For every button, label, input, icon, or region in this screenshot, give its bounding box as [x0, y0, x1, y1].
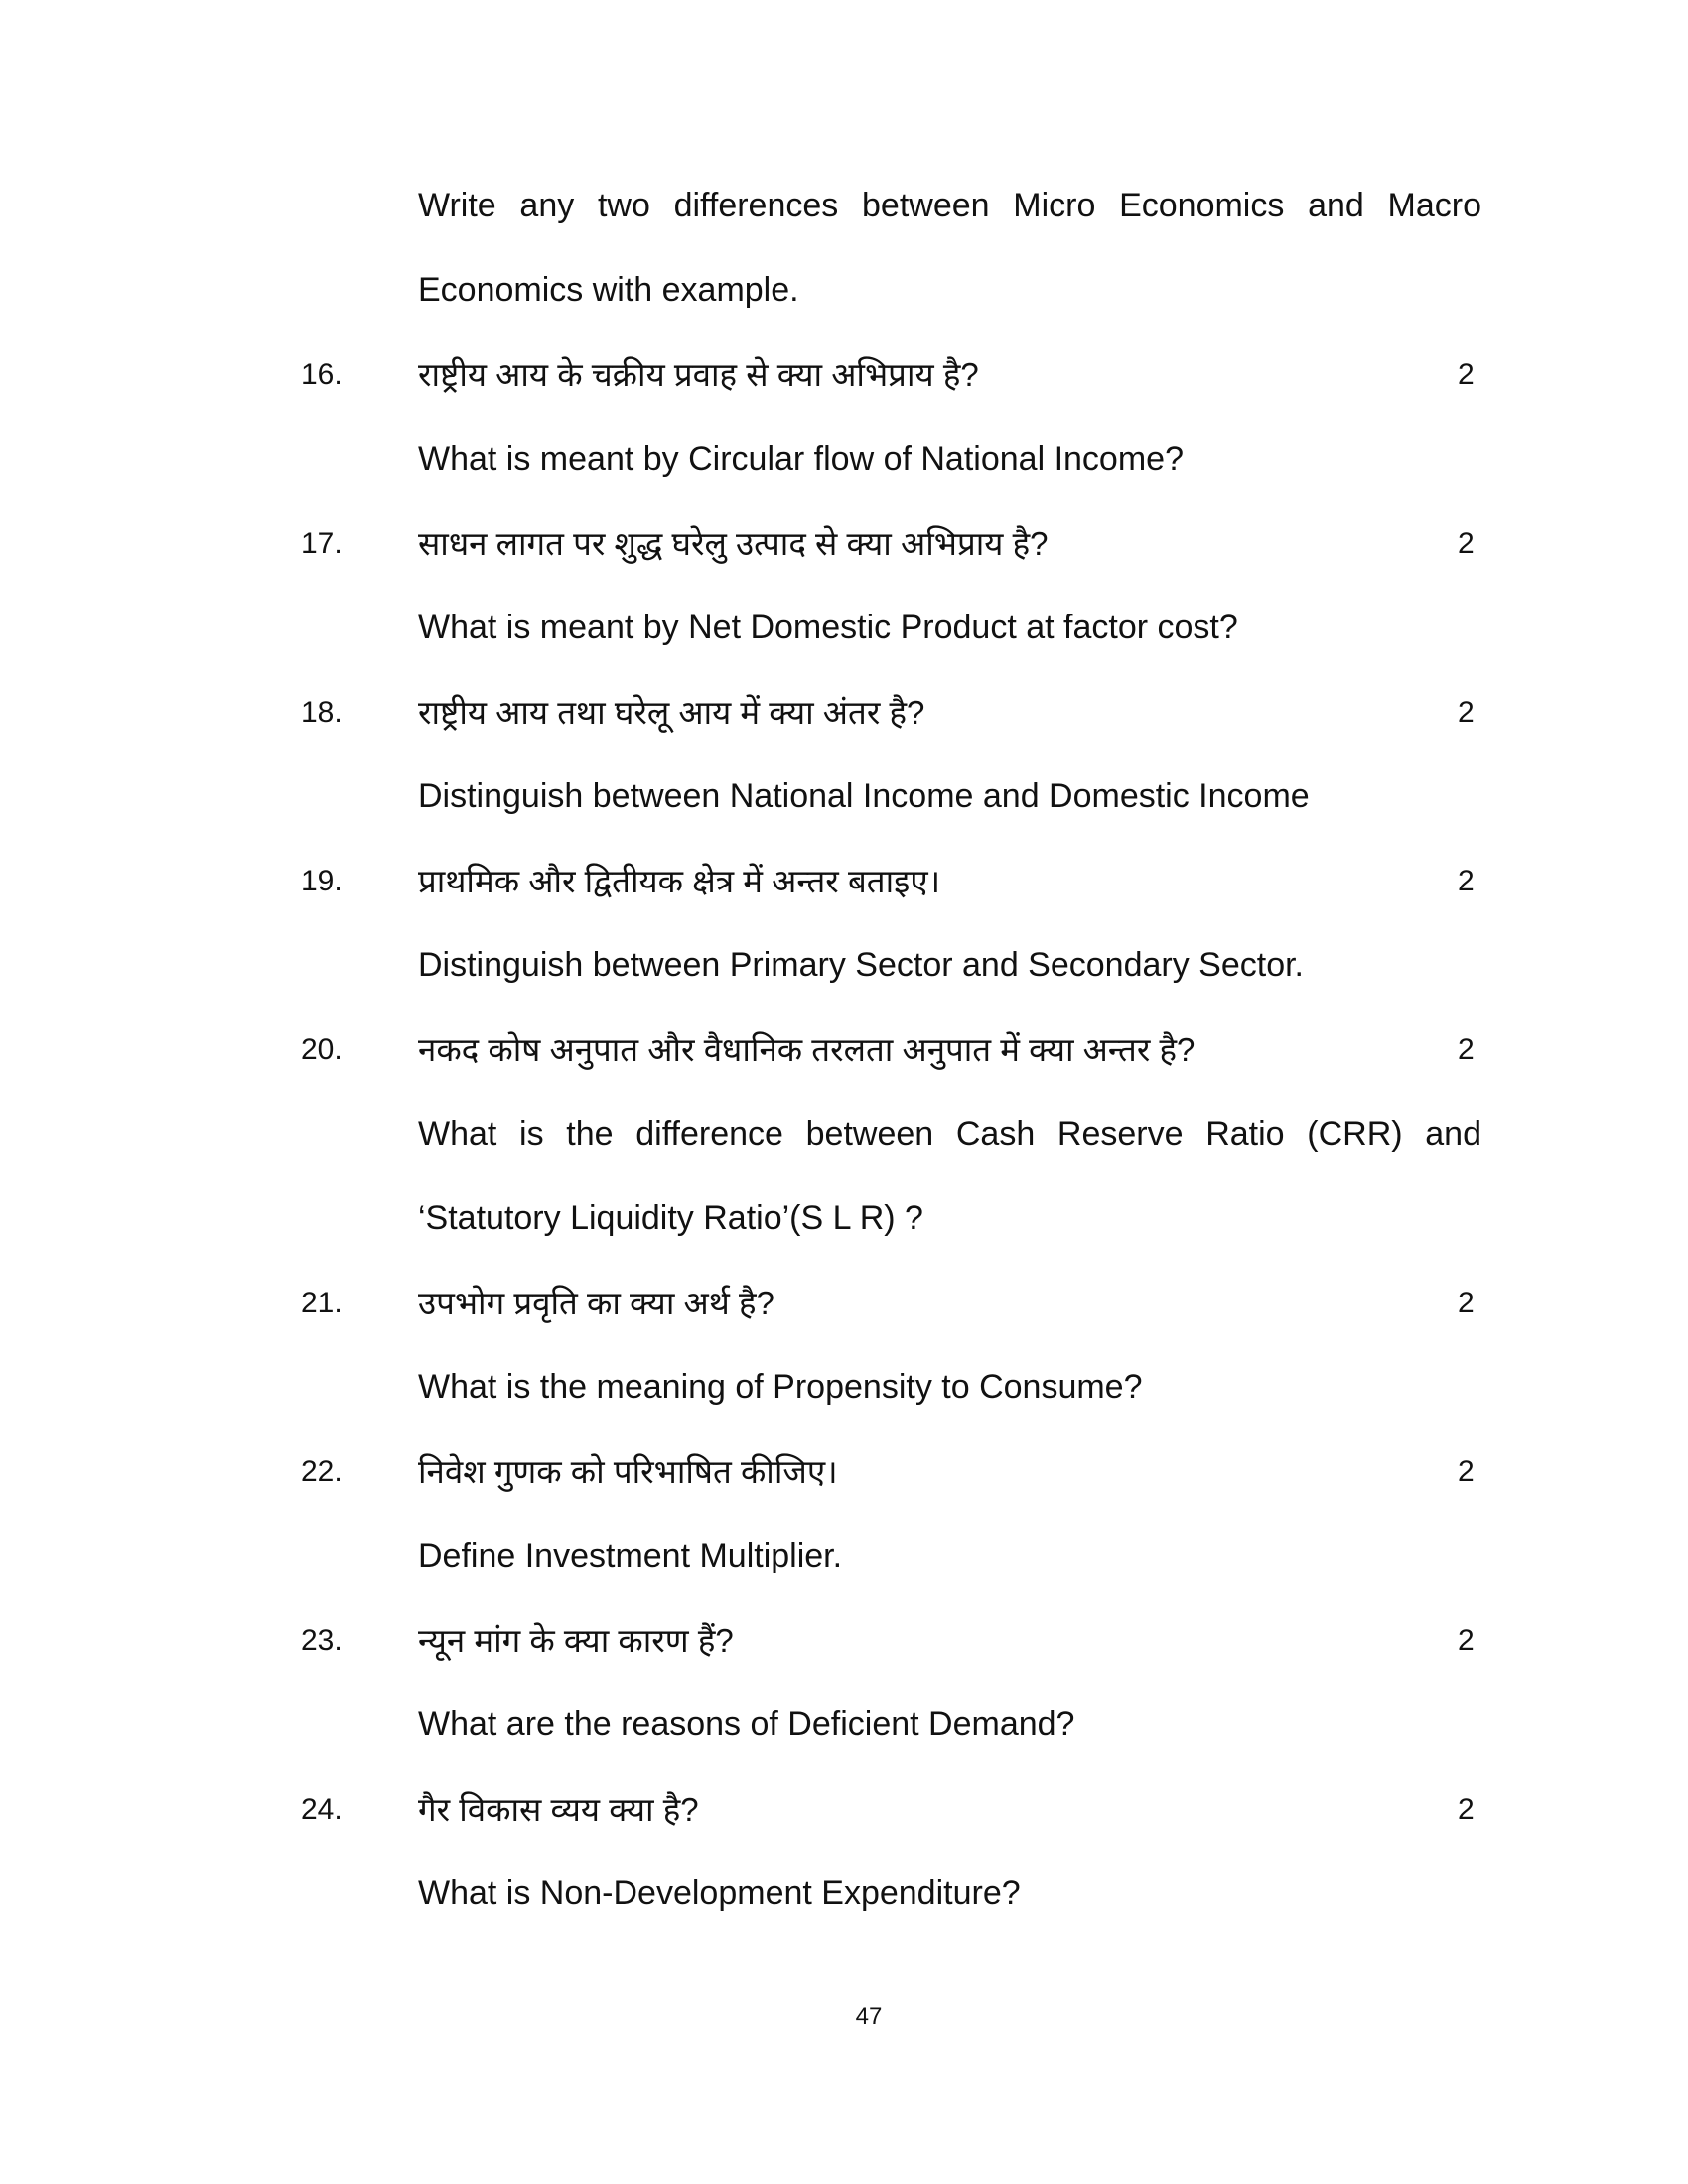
question-english-line: [0, 923, 1688, 1008]
question-hindi: न्यून मांग के क्या कारण हैं?: [418, 1622, 734, 1659]
question-english: What is meant by Circular flow of National Income?: [418, 440, 1184, 478]
question-english-line: [0, 1514, 1688, 1598]
question-number: 17.: [301, 527, 343, 560]
question-marks: 2: [1458, 865, 1475, 897]
question-marks: 2: [1458, 1793, 1475, 1826]
intro-line-1: [0, 164, 1688, 248]
question-english: ‘Statutory Liquidity Ratio’(S L R) ?: [418, 1199, 923, 1237]
question-english: What is meant by Net Domestic Product at factor cost?: [418, 609, 1238, 646]
question-row: [0, 1767, 1688, 1851]
question-number: 22.: [301, 1455, 343, 1488]
question-hindi: प्राथमिक और द्वितीयक क्षेत्र में अन्तर बताइए।: [418, 863, 941, 899]
question-english: What is the difference between Cash Reserve Ratio (CRR) and: [418, 1115, 1481, 1153]
question-row: [0, 333, 1688, 417]
question-hindi: राष्ट्रीय आय के चक्रीय प्रवाह से क्या अभिप्राय है?: [418, 356, 979, 393]
question-english-line: [0, 1176, 1688, 1261]
question-number: 19.: [301, 865, 343, 897]
question-number: 16.: [301, 358, 343, 391]
question-row: [0, 839, 1688, 923]
question-number: 20.: [301, 1033, 343, 1066]
question-hindi: नकद कोष अनुपात और वैधानिक तरलता अनुपात में क्या अन्तर है?: [418, 1031, 1196, 1068]
intro-line-2: [0, 248, 1688, 333]
question-number: 18.: [301, 696, 343, 729]
question-marks: 2: [1458, 1624, 1475, 1657]
question-marks: 2: [1458, 358, 1475, 391]
question-hindi: उपभोग प्रवृति का क्या अर्थ है?: [418, 1285, 774, 1321]
question-list: [0, 164, 1688, 1936]
question-english: Define Investment Multiplier.: [418, 1537, 843, 1574]
question-row: [0, 670, 1688, 754]
question-english-line: [0, 586, 1688, 670]
question-marks: 2: [1458, 1033, 1475, 1066]
page-number: 47: [855, 2003, 883, 2030]
question-marks: 2: [1458, 1455, 1475, 1488]
question-hindi: गैर विकास व्यय क्या है?: [418, 1791, 699, 1828]
question-marks: 2: [1458, 696, 1475, 729]
question-english-line: [0, 417, 1688, 501]
question-row: [0, 501, 1688, 586]
question-english-line: [0, 754, 1688, 839]
question-english: Distinguish between Primary Sector and Secondary Sector.: [418, 946, 1305, 984]
question-hindi: साधन लागत पर शुद्ध घरेलु उत्पाद से क्या अभिप्राय है?: [418, 525, 1049, 562]
question-row: [0, 1008, 1688, 1092]
question-number: 23.: [301, 1624, 343, 1657]
question-row: [0, 1598, 1688, 1683]
question-english-line: [0, 1092, 1688, 1176]
question-english: What is Non-Development Expenditure?: [418, 1874, 1021, 1912]
question-hindi: राष्ट्रीय आय तथा घरेलू आय में क्या अंतर है?: [418, 694, 925, 731]
question-number: 24.: [301, 1793, 343, 1826]
question-english-line: [0, 1683, 1688, 1767]
question-number: 21.: [301, 1287, 343, 1319]
question-english: Distinguish between National Income and Domestic Income: [418, 777, 1310, 815]
intro-text: Write any two differences between Micro Economics and Macro: [418, 187, 1481, 224]
question-hindi: निवेश गुणक को परिभाषित कीजिए।: [418, 1453, 838, 1490]
question-english-line: [0, 1851, 1688, 1936]
question-row: [0, 1430, 1688, 1514]
intro-text: Economics with example.: [418, 271, 799, 309]
question-row: [0, 1261, 1688, 1345]
question-english-line: [0, 1345, 1688, 1430]
question-marks: 2: [1458, 527, 1475, 560]
question-english: What are the reasons of Deficient Demand?: [418, 1706, 1075, 1743]
question-marks: 2: [1458, 1287, 1475, 1319]
question-english: What is the meaning of Propensity to Consume?: [418, 1368, 1143, 1406]
